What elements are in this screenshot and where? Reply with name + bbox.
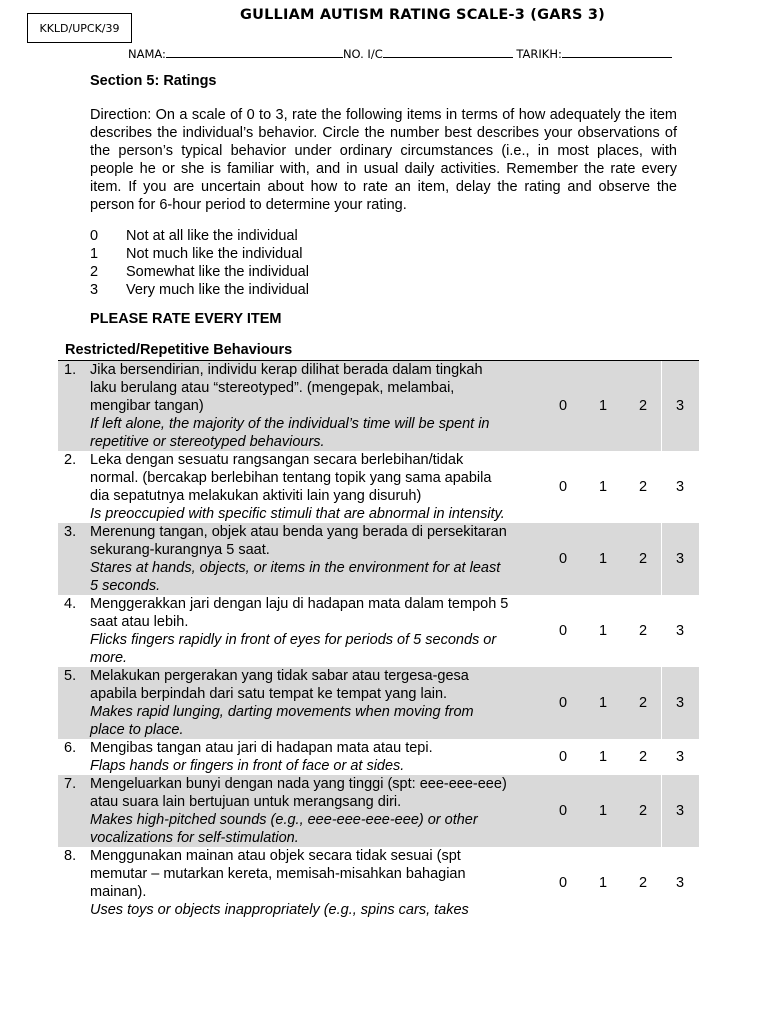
rating-options [548,595,699,667]
rating-option-2[interactable]: 2 [638,749,648,765]
ratings-table [58,360,699,919]
item-description [90,667,510,739]
item-malay-text: Melakukan pergerakan yang tidak sabar atau tergesa-gesa apabila berpindah dari satu tempat ke tempat yang lain. [90,668,469,702]
scale-value: 0 [90,228,99,244]
table-row [58,451,699,523]
column-divider [661,595,662,667]
item-english-text: Flaps hands or fingers in front of face or at sides. [90,758,405,774]
rating-option-3[interactable]: 3 [675,749,685,765]
column-divider [661,739,662,775]
rating-option-0[interactable]: 0 [558,695,568,711]
item-description [90,451,510,523]
item-description [90,847,510,919]
table-row [58,361,699,451]
item-number: 6. [64,740,77,756]
table-row [58,523,699,595]
rating-option-1[interactable]: 1 [598,749,608,765]
scale-label: Somewhat like the individual [126,264,309,280]
item-description [90,361,510,451]
item-english-text: Flicks fingers rapidly in front of eyes for periods of 5 seconds or more. [90,632,497,666]
item-english-text: Makes high-pitched sounds (e.g., eee-eee-eee-eee) or other vocalizations for self-stimulation. [90,812,478,846]
table-row [58,739,699,775]
table-title: Restricted/Repetitive Behaviours [65,342,293,358]
item-malay-text: Menggerakkan jari dengan laju di hadapan mata dalam tempoh 5 saat atau lebih. [90,596,509,630]
rating-option-0[interactable]: 0 [558,398,568,414]
item-english-text: Stares at hands, objects, or items in the environment for at least 5 seconds. [90,560,501,594]
rating-option-2[interactable]: 2 [638,551,648,567]
rating-options [548,361,699,451]
scale-value: 3 [90,282,99,298]
direction-text: Direction: On a scale of 0 to 3, rate the following items in terms of how adequately the item describes the individual’s behavior. Circle the number best describes your observations of the person’s typical behavior under ordinary circumstances (i.e., in most places, with people he or she is familiar with, and in usual daily activities. Remember the rate every item. If you are uncertain about how to rate an item, delay the rating and observe the person for 6-hour period to determine your rating. [90,107,677,213]
item-number: 1. [64,362,77,378]
rating-option-3[interactable]: 3 [675,803,685,819]
item-number: 8. [64,848,77,864]
item-number: 4. [64,596,77,612]
item-malay-text: Merenung tangan, objek atau benda yang berada di persekitaran sekurang-kurangnya 5 saat. [90,524,507,558]
rating-options [548,523,699,595]
section-title: Section 5: Ratings [90,73,217,89]
item-description [90,775,510,847]
rating-option-1[interactable]: 1 [598,398,608,414]
item-number: 5. [64,668,77,684]
scale-row [90,245,309,263]
rating-option-3[interactable]: 3 [675,695,685,711]
rating-option-1[interactable]: 1 [598,479,608,495]
item-number: 2. [64,452,77,468]
rating-option-1[interactable]: 1 [598,875,608,891]
scale-row [90,263,309,281]
column-divider [661,523,662,595]
table-row [58,775,699,847]
column-divider [661,667,662,739]
ic-field[interactable] [383,47,513,58]
rating-option-1[interactable]: 1 [598,695,608,711]
rating-option-3[interactable]: 3 [675,479,685,495]
scale-label: Not at all like the individual [126,228,298,244]
item-description [90,523,510,595]
rating-option-2[interactable]: 2 [638,479,648,495]
item-malay-text: Menggunakan mainan atau objek secara tidak sesuai (spt memutar – mutarkan kereta, memisah-misahkan bahagian mainan). [90,848,466,900]
rating-option-2[interactable]: 2 [638,623,648,639]
column-divider [661,847,662,919]
scale-row [90,281,309,299]
scale-label: Very much like the individual [126,282,309,298]
scale-label: Not much like the individual [126,246,303,262]
rating-options [548,847,699,919]
rating-options [548,451,699,523]
item-malay-text: Mengeluarkan bunyi dengan nada yang tinggi (spt: eee-eee-eee) atau suara lain bertujuan untuk merangsang diri. [90,776,507,810]
item-english-text: If left alone, the majority of the individual’s time will be spent in repetitive or stereotyped behaviours. [90,416,490,450]
document-title: GULLIAM AUTISM RATING SCALE-3 (GARS 3) [240,7,605,23]
rating-option-3[interactable]: 3 [675,398,685,414]
rating-option-0[interactable]: 0 [558,479,568,495]
rating-option-1[interactable]: 1 [598,803,608,819]
name-field[interactable] [166,47,343,58]
rating-option-2[interactable]: 2 [638,398,648,414]
rating-options [548,667,699,739]
scale-row [90,227,309,245]
item-english-text: Makes rapid lunging, darting movements when moving from place to place. [90,704,474,738]
rating-option-3[interactable]: 3 [675,623,685,639]
rating-options [548,739,699,775]
rating-option-0[interactable]: 0 [558,623,568,639]
scale-value: 2 [90,264,99,280]
rating-option-2[interactable]: 2 [638,803,648,819]
ic-label: NO. I/C [342,47,383,61]
rating-option-0[interactable]: 0 [558,749,568,765]
item-english-text: Is preoccupied with specific stimuli that are abnormal in intensity. [90,506,505,522]
scale-value: 1 [90,246,99,262]
rating-scale-legend [90,227,309,299]
rating-option-3[interactable]: 3 [675,551,685,567]
rating-options [548,775,699,847]
column-divider [661,775,662,847]
rating-option-1[interactable]: 1 [598,551,608,567]
item-description [90,595,510,667]
item-english-text: Uses toys or objects inappropriately (e.g., spins cars, takes [90,902,469,918]
column-divider [661,361,662,451]
rating-option-0[interactable]: 0 [558,803,568,819]
personal-info-fields [128,47,672,61]
table-row [58,595,699,667]
item-number: 3. [64,524,77,540]
item-malay-text: Jika bersendirian, individu kerap dilihat berada dalam tingkah laku berulang atau “stereotyped”. (mengepak, melambai, mengibar tangan) [90,362,483,414]
item-malay-text: Leka dengan sesuatu rangsangan secara berlebihan/tidak normal. (bercakap berlebihan tentang topik yang sama apabila dia sepatutnya melakukan aktiviti lain yang disuruh) [90,452,492,504]
table-row [58,667,699,739]
rating-option-3[interactable]: 3 [675,875,685,891]
rating-option-0[interactable]: 0 [558,551,568,567]
column-divider [661,451,662,523]
rating-option-0[interactable]: 0 [558,875,568,891]
table-row [58,847,699,919]
name-label: NAMA: [128,47,166,61]
rating-option-1[interactable]: 1 [598,623,608,639]
rating-option-2[interactable]: 2 [638,695,648,711]
rate-instruction: PLEASE RATE EVERY ITEM [90,311,282,327]
date-field[interactable] [562,47,672,58]
item-malay-text: Mengibas tangan atau jari di hadapan mata atau tepi. [90,740,433,756]
rating-option-2[interactable]: 2 [638,875,648,891]
item-description [90,739,510,775]
date-label: TARIKH: [516,47,562,61]
form-code: KKLD/UPCK/39 [27,13,132,43]
item-number: 7. [64,776,77,792]
